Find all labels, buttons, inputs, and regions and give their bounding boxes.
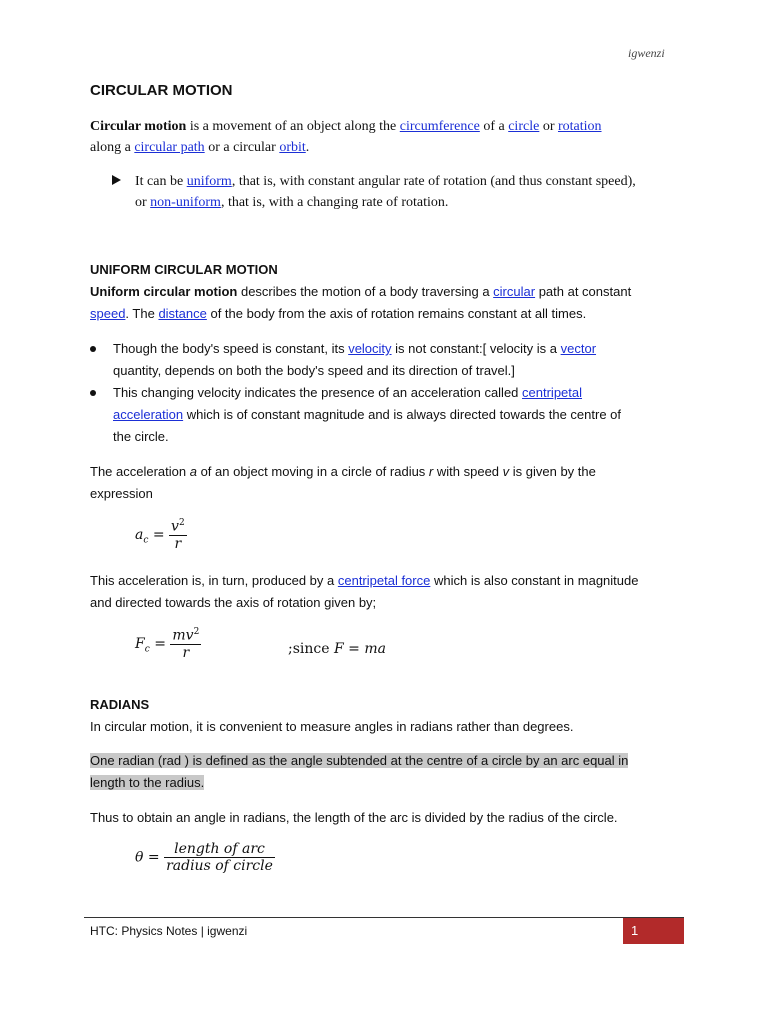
author-mark: igwenzi <box>628 46 665 60</box>
intro-text: is a movement of an object along the <box>186 119 400 134</box>
ucm-text: path at constant <box>535 284 632 299</box>
bullet-text: is not constant:[ velocity is a <box>391 341 561 356</box>
link-distance[interactable]: distance <box>158 306 207 321</box>
highlighted-text: One radian (rad ) is defined as the angle subtended at the centre of a circle by an arc equal in <box>90 753 629 768</box>
bullet-line <box>113 404 693 426</box>
var-v: v <box>502 464 510 479</box>
link-centripetal[interactable]: centripetal <box>522 385 583 400</box>
eq-fraction <box>169 518 187 552</box>
ucm-term: Uniform circular motion <box>90 284 238 299</box>
bullet-text: , that is, with a changing rate of rotation. <box>220 195 449 210</box>
eq-lhs: F <box>135 635 145 652</box>
since-text: ;since <box>288 641 334 657</box>
eq-denominator: r <box>182 644 190 661</box>
link-acceleration[interactable]: acceleration <box>113 407 184 422</box>
bullet-item-velocity <box>113 338 693 382</box>
link-orbit[interactable]: orbit <box>279 140 306 155</box>
definition-line-2 <box>90 772 690 794</box>
page-title: CIRCULAR MOTION <box>90 82 233 99</box>
intro-paragraph <box>90 116 690 158</box>
intro-text: along a <box>90 140 135 155</box>
eq-numerator: length of arc <box>164 841 275 858</box>
radians-intro: In circular motion, it is convenient to measure angles in radians rather than degrees. <box>90 719 574 734</box>
bullet-item-acceleration <box>113 382 693 448</box>
link-uniform[interactable]: uniform <box>186 174 232 189</box>
bullet-dot-icon <box>90 390 96 396</box>
ucm-text: describes the motion of a body traversing a <box>237 284 494 299</box>
intro-line-1 <box>90 116 690 137</box>
force-paragraph <box>90 570 690 614</box>
ucm-paragraph <box>90 281 690 325</box>
var-a: a <box>189 464 197 479</box>
text: The acceleration <box>90 464 190 479</box>
radian-definition <box>90 750 690 794</box>
equation-radian <box>135 841 275 874</box>
intro-text: of a <box>479 119 509 134</box>
eq-denominator: r <box>174 535 182 552</box>
equation-since <box>288 641 386 657</box>
eq-numerator <box>170 627 201 645</box>
bullet-line <box>113 338 693 360</box>
link-speed[interactable]: speed <box>90 306 126 321</box>
eq-fraction <box>164 841 275 874</box>
link-rotation[interactable]: rotation <box>557 119 602 134</box>
page-number: 1 <box>631 923 639 938</box>
force-line-1 <box>90 570 690 592</box>
footer-text: HTC: Physics Notes | igwenzi <box>90 924 248 938</box>
ucm-line-1 <box>90 281 690 303</box>
link-circumference[interactable]: circumference <box>399 119 480 134</box>
arrow-bullet-line-1 <box>135 171 695 192</box>
bullet-text: which is of constant magnitude and is always directed towards the centre of <box>183 407 622 422</box>
eq-equals: = <box>148 526 170 543</box>
acceleration-line-1 <box>90 461 690 483</box>
bullet-line: the circle. <box>113 429 169 444</box>
link-non-uniform[interactable]: non-uniform <box>150 195 221 210</box>
section-heading-ucm: UNIFORM CIRCULAR MOTION <box>90 262 278 277</box>
page-number-box <box>623 918 684 944</box>
eq-numerator <box>169 518 187 536</box>
link-vector[interactable]: vector <box>560 341 597 356</box>
highlighted-text: length to the radius. <box>90 775 205 790</box>
bullet-text: This changing velocity indicates the presence of an acceleration called <box>113 385 523 400</box>
eq-lhs: θ <box>135 849 144 866</box>
equation-centripetal-force <box>135 627 201 661</box>
intro-line-2 <box>90 137 690 158</box>
intro-text: . <box>305 140 310 155</box>
bullet-dot-icon <box>90 346 96 352</box>
footer-rule <box>84 917 684 918</box>
ucm-text: of the body from the axis of rotation remains constant at all times. <box>206 306 587 321</box>
eq-denominator: radius of circle <box>166 858 273 874</box>
bullet-text: It can be <box>135 174 187 189</box>
arrow-bullet-line-2 <box>135 192 695 213</box>
intro-text: or a circular <box>204 140 280 155</box>
eq-sub: c <box>144 644 150 655</box>
intro-text: or <box>539 119 558 134</box>
eq-equals: = <box>149 635 171 652</box>
eq-equals: = <box>143 849 165 866</box>
arrow-bullet-icon <box>112 175 121 185</box>
text: of an object moving in a circle of radius <box>196 464 429 479</box>
link-circle[interactable]: circle <box>508 119 540 134</box>
var-r: r <box>428 464 434 479</box>
text: is given by the <box>509 464 596 479</box>
bullet-text: or <box>135 195 151 210</box>
acceleration-line-2: expression <box>90 486 153 501</box>
link-velocity[interactable]: velocity <box>348 341 392 356</box>
eq-num-text: mv <box>172 627 194 644</box>
equation-centripetal-acceleration <box>135 518 187 552</box>
since-equation: F = ma <box>333 641 386 657</box>
link-circular[interactable]: circular <box>493 284 536 299</box>
force-line-2: and directed towards the axis of rotation given by; <box>90 595 377 610</box>
arrow-bullet-item <box>135 171 695 213</box>
text: which is also constant in magnitude <box>430 573 639 588</box>
eq-fraction <box>170 627 201 661</box>
text: with speed <box>433 464 503 479</box>
bullet-text: Though the body's speed is constant, its <box>113 341 349 356</box>
eq-num-text: v <box>171 518 179 535</box>
bullet-line <box>113 382 693 404</box>
radians-arc-paragraph: Thus to obtain an angle in radians, the length of the arc is divided by the radius of the circle. <box>90 810 618 825</box>
text: This acceleration is, in turn, produced by a <box>90 573 338 588</box>
bullet-line: quantity, depends on both the body's speed and its direction of travel.] <box>113 363 515 378</box>
eq-num-sup: 2 <box>178 518 185 528</box>
intro-term: Circular motion <box>90 119 187 134</box>
link-circular-path[interactable]: circular path <box>134 140 205 155</box>
bullet-text: , that is, with constant angular rate of rotation (and thus constant speed), <box>231 174 636 189</box>
ucm-line-2 <box>90 303 690 325</box>
section-heading-radians: RADIANS <box>90 697 150 712</box>
definition-line-1 <box>90 750 690 772</box>
eq-num-sup: 2 <box>193 627 200 637</box>
ucm-text: . The <box>125 306 159 321</box>
eq-sub: c <box>143 535 149 546</box>
eq-lhs: a <box>135 526 144 543</box>
acceleration-paragraph <box>90 461 690 505</box>
link-centripetal-force[interactable]: centripetal force <box>337 573 431 588</box>
